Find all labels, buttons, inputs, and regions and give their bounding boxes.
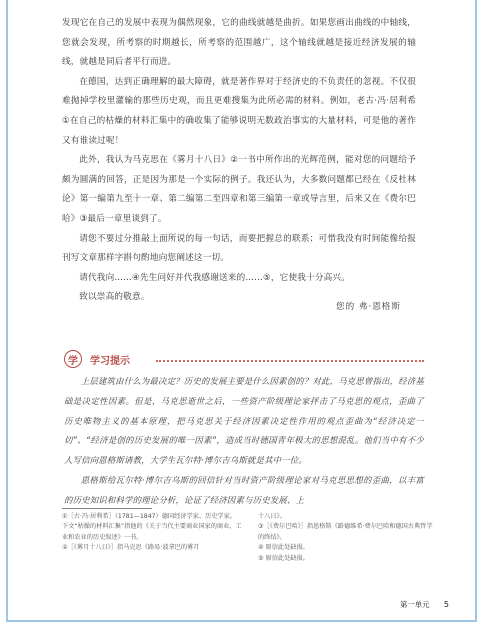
- footnote: ③［《费尔巴哈》］指恩格斯《路德维希·费尔巴哈和德国古典哲学的终结》。: [258, 523, 433, 541]
- letter-body: [62, 14, 416, 308]
- page-number: 5: [443, 600, 449, 609]
- lightbulb-icon: 学: [64, 350, 82, 368]
- letter-paragraph: 在德国，达到正确理解的最大障碍，就是著作界对于经济史的不负责任的忽视。不仅很难抛掉学校里灌输的那些历史观，而且更难搜集为此所必需的材料。例如，老古·冯·居利希①在自己的枯燥的材料汇集中的确收集了能够说明无数政治事实的大量材料，可是他的著作又有谁读过呢！: [62, 76, 416, 146]
- footnote: ⑤ 原信此处缺损。: [258, 554, 309, 562]
- footnote-divider: [62, 508, 152, 509]
- letter-signature: 您的 弗·恩格斯: [335, 302, 401, 312]
- footnote: ①［古·冯·居利希］（1781—1847）德国经济学家、历史学家。下文“枯燥的材料汇集”指他的《关于当代主要商业国家的商业、工业和农业的历史叙述》一书。: [62, 513, 242, 541]
- footnote: ④ 原信此处缺损。: [258, 544, 309, 552]
- footnote: 十八日》。: [258, 513, 286, 520]
- letter-paragraph: 请您不要过分推敲上面所说的每一句话，而要把握总的联系；可惜我没有时间能像给报刊写文章那样字斟句酌地向您阐述这一切。: [62, 233, 416, 264]
- letter-paragraph: 请代我向……④先生问好并代我感谢送来的……⑤，它使我十分高兴。: [79, 272, 351, 283]
- tips-paragraph: 恩格斯给瓦尔特·博尔吉乌斯的回信针对当时资产阶级理论家对马克思思想的歪曲，以丰富的历史知识和科学的理论分析，论证了经济因素与历史发展、上: [64, 474, 424, 505]
- footnotes-left-column: [62, 512, 242, 554]
- dotted-divider: [156, 360, 424, 362]
- letter-paragraph: 此外，我认为马克思在《雾月十八日》②一书中所作出的光辉范例，能对您的问题给予颇为圆满的回答，正是因为那是一个实际的例子。我还认为，大多数问题都已经在《反杜林论》第一编第九至十一章、第二编第二至四章和第三编第一章或导言里，后来又在《费尔巴哈》③最后一章里谈到了。: [62, 155, 416, 224]
- study-tips-header: [64, 350, 424, 370]
- unit-label: 第一单元: [399, 600, 430, 609]
- footnotes-right-column: [258, 512, 438, 564]
- study-tips-title: 学习提示: [90, 356, 130, 367]
- top-margin: [8, 0, 475, 14]
- letter-paragraph: 发现它在自己的发展中表现为偶然现象，它的曲线就越是曲折。如果您画出曲线的中轴线，您就会发现，所考察的时期越长，所考察的范围越广，这个轴线就越是接近经济发展的轴线，就越是同后者平行而进。: [62, 18, 416, 68]
- footnote: ②［《雾月十八日》］指马克思《路易·波拿巴的雾月: [62, 544, 200, 552]
- page-footer: [400, 599, 449, 610]
- letter-closing: 致以崇高的敬意。: [79, 292, 150, 303]
- tips-paragraph: 上层建筑由什么为最决定？历史的发展主要是什么因素创的？对此，马克思曾指出，经济基础是决定性因素。但是，马克思逝世之后，一些资产阶级理论家抨击了马克思的观点，歪曲了历史唯物主义的基本原理，把马克思关于经济因素决定性作用的观点歪曲为“经济决定一切”、“经济是创的历史发展的唯一因素”，造成当时德国青年极大的思想混乱。他们当中有不少人写信向恩格斯请教，大学生瓦尔特·博尔吉乌斯就是其中一位。: [64, 376, 424, 466]
- study-tips-body: [64, 372, 424, 511]
